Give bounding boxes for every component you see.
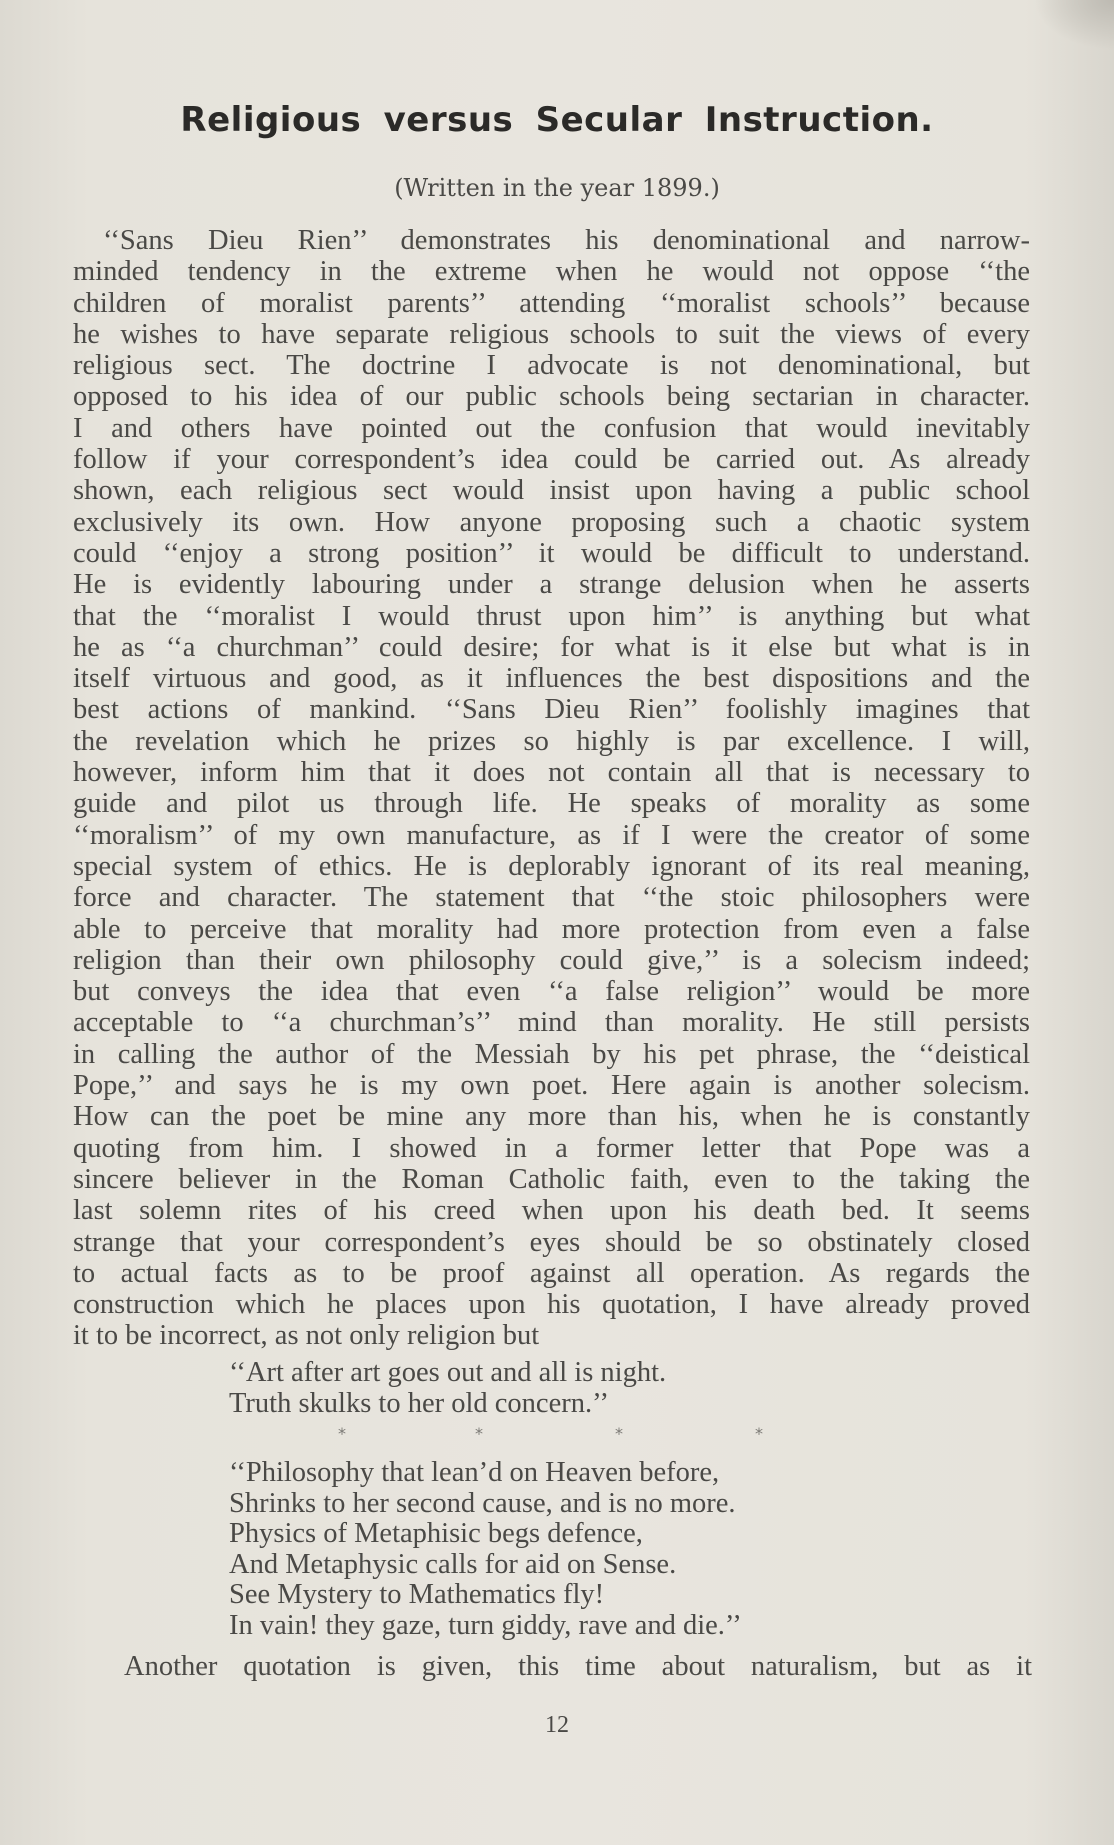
verse-line: Shrinks to her second cause, and is no more.	[229, 1487, 736, 1519]
text-line: but conveys the idea that even ‘‘a false religion’’ would be more	[73, 976, 1030, 1008]
text-line: quoting from him. I showed in a former letter that Pope was a	[73, 1132, 1030, 1164]
verse-line: ‘‘Philosophy that lean’d on Heaven before,	[229, 1457, 720, 1488]
text-line: minded tendency in the extreme when he would not oppose ‘‘the	[73, 256, 1030, 288]
text-line: however, inform him that it does not contain all that is necessary to	[73, 757, 1030, 789]
verse-quotation-2	[229, 1458, 742, 1641]
article-title: Religious versus Secular Instruction.	[180, 100, 934, 140]
text-line: force and character. The statement that ‘‘the stoic philosophers were	[73, 882, 1030, 914]
text-line: it to be incorrect, as not only religion but	[73, 1320, 540, 1352]
text-line: exclusively its own. How anyone proposing such a chaotic system	[73, 506, 1030, 538]
closing-line: Another quotation is given, this time about naturalism, but as it	[124, 1651, 1032, 1682]
text-line: religion than their own philosophy could give,’’ is a solecism indeed;	[73, 944, 1030, 976]
text-line: opposed to his idea of our public schools being sectarian in character.	[73, 381, 1030, 413]
text-line: Pope,’’ and says he is my own poet. Here again is another solecism.	[73, 1070, 1030, 1102]
page-corner-shadow	[1034, 0, 1114, 50]
star-separator: *	[615, 1424, 623, 1443]
text-line: strange that your correspondent’s eyes should be so obstinately closed	[73, 1226, 1030, 1258]
text-line: that the ‘‘moralist I would thrust upon him’’ is anything but what	[73, 600, 1030, 632]
text-line: in calling the author of the Messiah by his pet phrase, the ‘‘deistical	[73, 1038, 1030, 1070]
text-line: sincere believer in the Roman Catholic faith, even to the taking the	[73, 1163, 1030, 1195]
text-line: He is evidently labouring under a strange delusion when he asserts	[73, 569, 1030, 601]
page-number: 12	[545, 1712, 569, 1738]
body-paragraph	[73, 225, 1030, 1352]
text-line: he as ‘‘a churchman’’ could desire; for what is it else but what is in	[73, 631, 1030, 663]
text-line: children of moralist parents’’ attending ‘‘moralist schools’’ because	[73, 287, 1030, 319]
verse-line: And Metaphysic calls for aid on Sense.	[229, 1548, 677, 1580]
verse-line: Physics of Metaphisic begs defence,	[229, 1518, 643, 1549]
text-line: construction which he places upon his quotation, I have already proved	[73, 1289, 1030, 1321]
text-line: acceptable to ‘‘a churchman’s’’ mind than morality. He still persists	[73, 1007, 1030, 1039]
text-line: he wishes to have separate religious schools to suit the views of every	[73, 318, 1030, 350]
text-line: shown, each religious sect would insist upon having a public school	[73, 475, 1030, 507]
text-line: I and others have pointed out the confusion that would inevitably	[73, 412, 1030, 444]
verse-line: Truth skulks to her old concern.’’	[229, 1387, 609, 1419]
star-separator: *	[755, 1424, 763, 1443]
text-line: best actions of mankind. ‘‘Sans Dieu Rien’’ foolishly imagines that	[73, 694, 1030, 726]
text-line: How can the poet be mine any more than his, when he is constantly	[73, 1101, 1030, 1133]
text-line: could ‘‘enjoy a strong position’’ it would be difficult to understand.	[73, 537, 1030, 569]
verse-line: See Mystery to Mathematics fly!	[229, 1579, 605, 1610]
text-line: to actual facts as to be proof against all operation. As regards the	[73, 1257, 1030, 1289]
star-separator: *	[475, 1424, 483, 1443]
text-line: the revelation which he prizes so highly is par excellence. I will,	[73, 725, 1030, 757]
text-line: special system of ethics. He is deplorably ignorant of its real meaning,	[73, 850, 1030, 882]
text-line: able to perceive that morality had more protection from even a false	[73, 913, 1030, 945]
verse-line: In vain! they gaze, turn giddy, rave and die.’’	[229, 1609, 742, 1641]
star-separator: *	[338, 1424, 346, 1443]
text-line: ‘‘Sans Dieu Rien’’ demonstrates his denominational and narrow-	[103, 225, 1030, 256]
verse-quotation-1	[229, 1358, 666, 1419]
verse-line: ‘‘Art after art goes out and all is night.	[229, 1357, 667, 1388]
text-line: last solemn rites of his creed when upon his death bed. It seems	[73, 1195, 1030, 1227]
text-line: follow if your correspondent’s idea could be carried out. As already	[73, 444, 1030, 476]
text-line: religious sect. The doctrine I advocate is not denominational, but	[73, 350, 1030, 382]
text-line: itself virtuous and good, as it influences the best dispositions and the	[73, 663, 1030, 695]
article-subtitle: (Written in the year 1899.)	[394, 174, 720, 202]
text-line: guide and pilot us through life. He speaks of morality as some	[73, 788, 1030, 820]
text-line: ‘‘moralism’’ of my own manufacture, as if I were the creator of some	[73, 819, 1030, 851]
